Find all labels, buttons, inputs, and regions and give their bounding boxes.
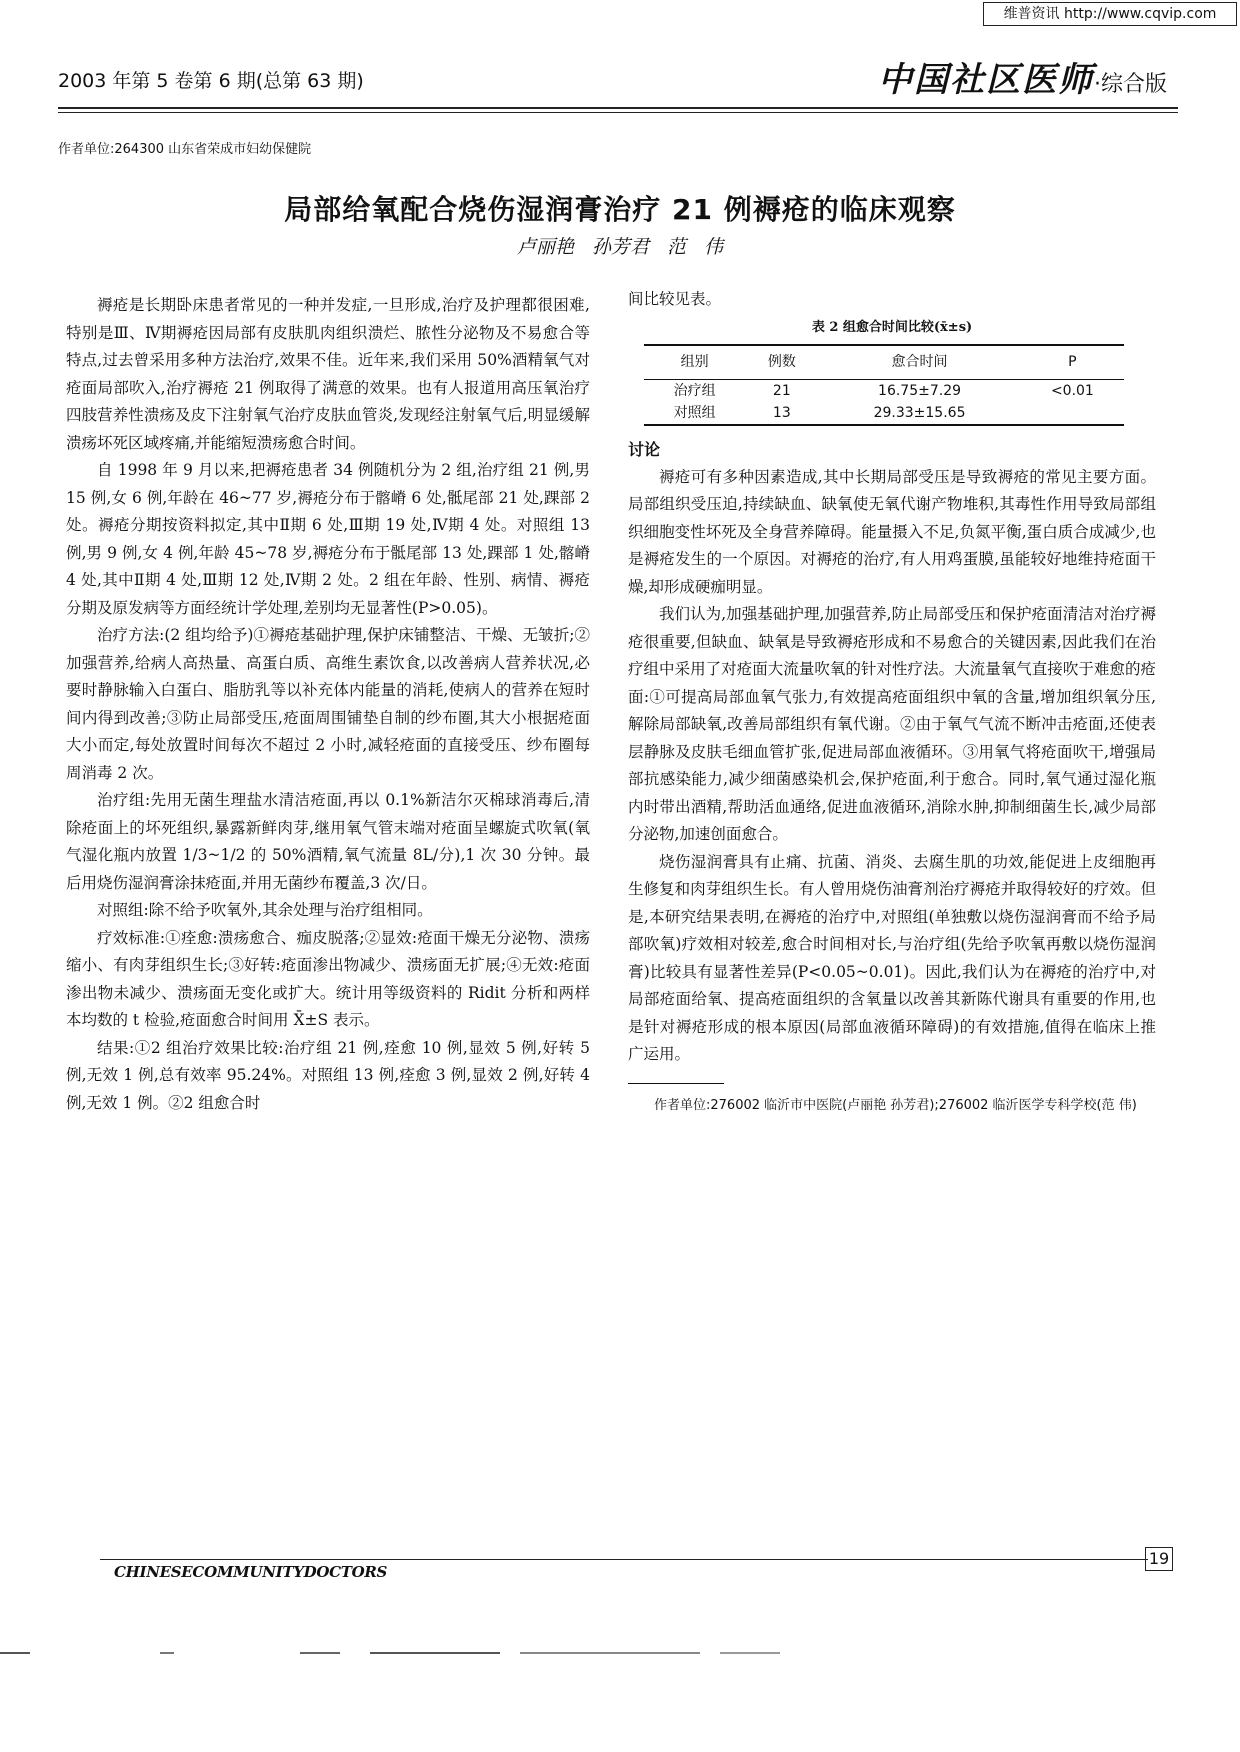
header-rule-thin: [58, 112, 1178, 113]
table-cell: <0.01: [1050, 383, 1094, 399]
table-header: 愈合时间: [818, 345, 1020, 380]
table-caption: 表 2 组愈合时间比较(x̄±s): [811, 319, 973, 335]
table-cell: 16.75±7.29: [878, 383, 962, 399]
table-header: 例数: [745, 345, 818, 380]
article-authors: 卢丽艳 孙芳君 范 伟: [516, 236, 724, 258]
discussion-heading: 讨论: [628, 440, 661, 459]
watermark-banner: 维普资讯 http://www.cqvip.com: [983, 2, 1237, 26]
table-row: [644, 402, 1124, 425]
footer-rule: [100, 1559, 1148, 1560]
author-affiliation-footnote: 作者单位:276002 临沂市中医院(卢丽艳 孙芳君);276002 临沂医学专科学校(范 伟): [654, 1097, 1137, 1113]
paragraph-results-cont: 间比较见表。: [628, 290, 722, 308]
paragraph-control-group: 对照组:除不给予吹氧外,其余处理与治疗组相同。: [97, 901, 433, 919]
table-cell: 21: [772, 383, 791, 399]
table-cell: 13: [745, 402, 818, 425]
article-title: 局部给氧配合烧伤湿润膏治疗 21 例褥疮的临床观察: [284, 193, 956, 226]
journal-brand: [878, 52, 1167, 101]
page-number: 19: [1145, 1547, 1173, 1571]
paragraph-discussion-1: 褥疮可有多种因素造成,其中长期局部受压是导致褥疮的常见主要方面。局部组织受压迫,持续缺血、缺氧使无氧代谢产物堆积,其毒性作用导致局部组织细胞变性坏死及全身营养障碍。能量摄入不足,负氮平衡,蛋白质合成减少,也是褥疮发生的一个原因。对褥疮的治疗,有人用鸡蛋膜,虽能较好地维持疮面干燥,却形成硬痂明显。: [628, 467, 1156, 596]
paragraph-treatment-group: 治疗组:先用无菌生理盐水清洁疮面,再以 0.1%新洁尔灭棉球消毒后,清除疮面上的坏死组织,暴露新鲜肉芽,继用氧气管末端对疮面呈螺旋式吹氧(氧气湿化瓶内放置 1/3~1/2 的 50%酒精,氧气流量 8L/分),1 次 30 分钟。最后用烧伤湿润膏涂抹疮面,并用无菌纱布覆盖,3 次/日。: [66, 791, 590, 892]
paragraph-discussion-2: 我们认为,加强基础护理,加强营养,防止局部受压和保护疮面清洁对治疗褥疮很重要,但缺血、缺氧是导致褥疮形成和不易愈合的关键因素,因此我们在治疗组中采用了对疮面大流量吹氧的针对性疗法。大流量氧气直接吹于难愈的疮面:①可提高局部血氧气张力,有效提高疮面组织中氧的含量,增加组织氧分压,解除局部缺氧,改善局部组织有氧代谢。②由于氧气气流不断冲击疮面,还使表层静脉及皮肤毛细血管扩张,促进局部血液循环。③用氧气将疮面吹干,增强局部抗感染能力,减少细菌感染机会,保护疮面,利于愈合。同时,氧气通过湿化瓶内时带出酒精,帮助活血通络,促进血液循环,消除水肿,抑制细菌生长,减少局部分泌物,加速创面愈合。: [628, 605, 1156, 843]
journal-section: ·综合版: [1094, 72, 1167, 97]
paragraph-discussion-3: 烧伤湿润膏具有止痛、抗菌、消炎、去腐生肌的功效,能促进上皮细胞再生修复和肉芽组织生长。有人曾用烧伤油膏剂治疗褥疮并取得较好的疗效。但是,本研究结果表明,在褥疮的治疗中,对照组(单独敷以烧伤湿润膏而不给予局部吹氧)疗效相对较差,愈合时间相对长,与治疗组(先给予吹氧再敷以烧伤湿润膏)比较具有显著性差异(P<0.05~0.01)。因此,我们认为在褥疮的治疗中,对局部疮面给氧、提高疮面组织的含氧量以改善其新陈代谢具有重要的作用,也是针对褥疮形成的根本原因(局部血液循环障碍)的有效措施,值得在临床上推广运用。: [628, 852, 1156, 1063]
footnote-rule: [628, 1083, 724, 1084]
previous-article-affiliation: 作者单位:264300 山东省荣成市妇幼保健院: [58, 142, 312, 157]
table-cell: [1021, 402, 1124, 425]
healing-time-table: [644, 344, 1124, 427]
left-column: [66, 292, 590, 1117]
right-column: [628, 286, 1156, 1118]
table-header: P: [1021, 345, 1124, 380]
paragraph-patients: 自 1998 年 9 月以来,把褥疮患者 34 例随机分为 2 组,治疗组 21 例,男 15 例,女 6 例,年龄在 46~77 岁,褥疮分布于髂嵴 6 处,骶尾部 21 处,踝部 2 处。褥疮分期按资料拟定,其中Ⅱ期 6 处,Ⅲ期 19 处,Ⅳ期 4 处。对照组 13 例,男 9 例,女 4 例,年龄 45~78 岁,褥疮分布于骶尾部 13 处,踝部 1 处,髂嵴 4 处,其中Ⅱ期 4 处,Ⅲ期 12 处,Ⅳ期 2 处。2 组在年龄、性别、病情、褥疮分期及原发病等方面经统计学处理,差别均无显著性(P>0.05)。: [66, 461, 590, 617]
footer-journal-name: CHINESECOMMUNITYDOCTORS: [114, 1563, 388, 1581]
table-cell: 29.33±15.65: [818, 402, 1020, 425]
table-row: [644, 380, 1124, 403]
header-rule: [58, 107, 1178, 109]
paragraph-intro: 褥疮是长期卧床患者常见的一种并发症,一旦形成,治疗及护理都很困难,特别是Ⅲ、Ⅳ期褥疮因局部有皮肤肌肉组织溃烂、脓性分泌物及不易愈合等特点,过去曾采用多种方法治疗,效果不佳。近年来,我们采用 50%酒精氧气对疮面局部吹入,治疗褥疮 21 例取得了满意的效果。也有人报道用高压氧治疗四肢营养性溃疡及皮下注射氧气治疗皮肤血管炎,发现经注射氧气后,明显缓解溃疡坏死区域疼痛,并能缩短溃疡愈合时间。: [66, 296, 590, 452]
paragraph-methods: 治疗方法:(2 组均给予)①褥疮基础护理,保护床铺整洁、干燥、无皱折;②加强营养,给病人高热量、高蛋白质、高维生素饮食,以改善病人营养状况,必要时静脉输入白蛋白、脂肪乳等以补充体内能量的消耗,使病人的营养在短时间内得到改善;③防止局部受压,疮面周围铺垫自制的纱布圈,其大小根据疮面大小而定,每处放置时间每次不超过 2 小时,减轻疮面的直接受压、纱布圈每周消毒 2 次。: [66, 626, 590, 782]
scan-noise: [0, 1651, 1240, 1655]
paragraph-criteria: 疗效标准:①痊愈:溃疡愈合、痂皮脱落;②显效:疮面干燥无分泌物、溃疡缩小、有肉芽组织生长;③好转:疮面渗出物减少、溃疡面无扩展;④无效:疮面渗出物未减少、溃疡面无变化或扩大。统计用等级资料的 Ridit 分析和两样本均数的 t 检验,疮面愈合时间用 X̄±S 表示。: [66, 928, 590, 1029]
table-header: 组别: [644, 345, 745, 380]
journal-logo: 中国社区医师: [878, 60, 1094, 100]
table-cell: 对照组: [644, 402, 745, 425]
table-cell: 治疗组: [673, 383, 716, 399]
issue-info: 2003 年第 5 卷第 6 期(总第 63 期): [58, 70, 364, 92]
paragraph-results: 结果:①2 组治疗效果比较:治疗组 21 例,痊愈 10 例,显效 5 例,好转 5 例,无效 1 例,总有效率 95.24%。对照组 13 例,痊愈 3 例,显效 2 例,好转 4 例,无效 1 例。②2 组愈合时: [66, 1038, 590, 1112]
